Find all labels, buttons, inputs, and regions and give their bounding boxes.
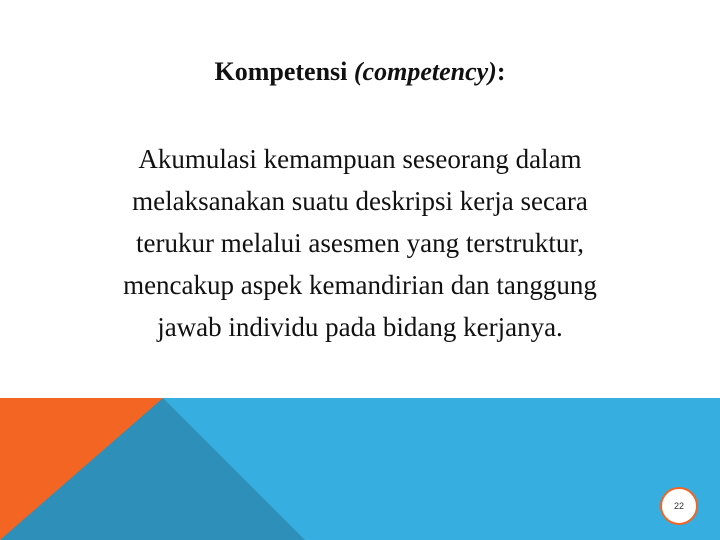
slide-title <box>0 52 720 92</box>
footer-decoration <box>0 398 720 540</box>
definition-line: jawab individu pada bidang kerjanya. <box>157 312 563 342</box>
definition-line: Akumulasi kemampuan seseorang dalam <box>138 144 582 174</box>
title-colon: : <box>496 57 506 86</box>
definition-line: terukur melalui asesmen yang terstruktur, <box>135 228 585 258</box>
definition-line: melaksanakan suatu deskripsi kerja secara <box>132 186 588 216</box>
definition-line: mencakup aspek kemandirian dan tanggung <box>123 270 597 300</box>
page-number-badge <box>660 487 698 525</box>
title-main: Kompetensi <box>214 57 354 86</box>
page-number: 22 <box>673 501 684 511</box>
title-english-term: (competency) <box>353 57 497 86</box>
definition-text <box>30 138 690 348</box>
